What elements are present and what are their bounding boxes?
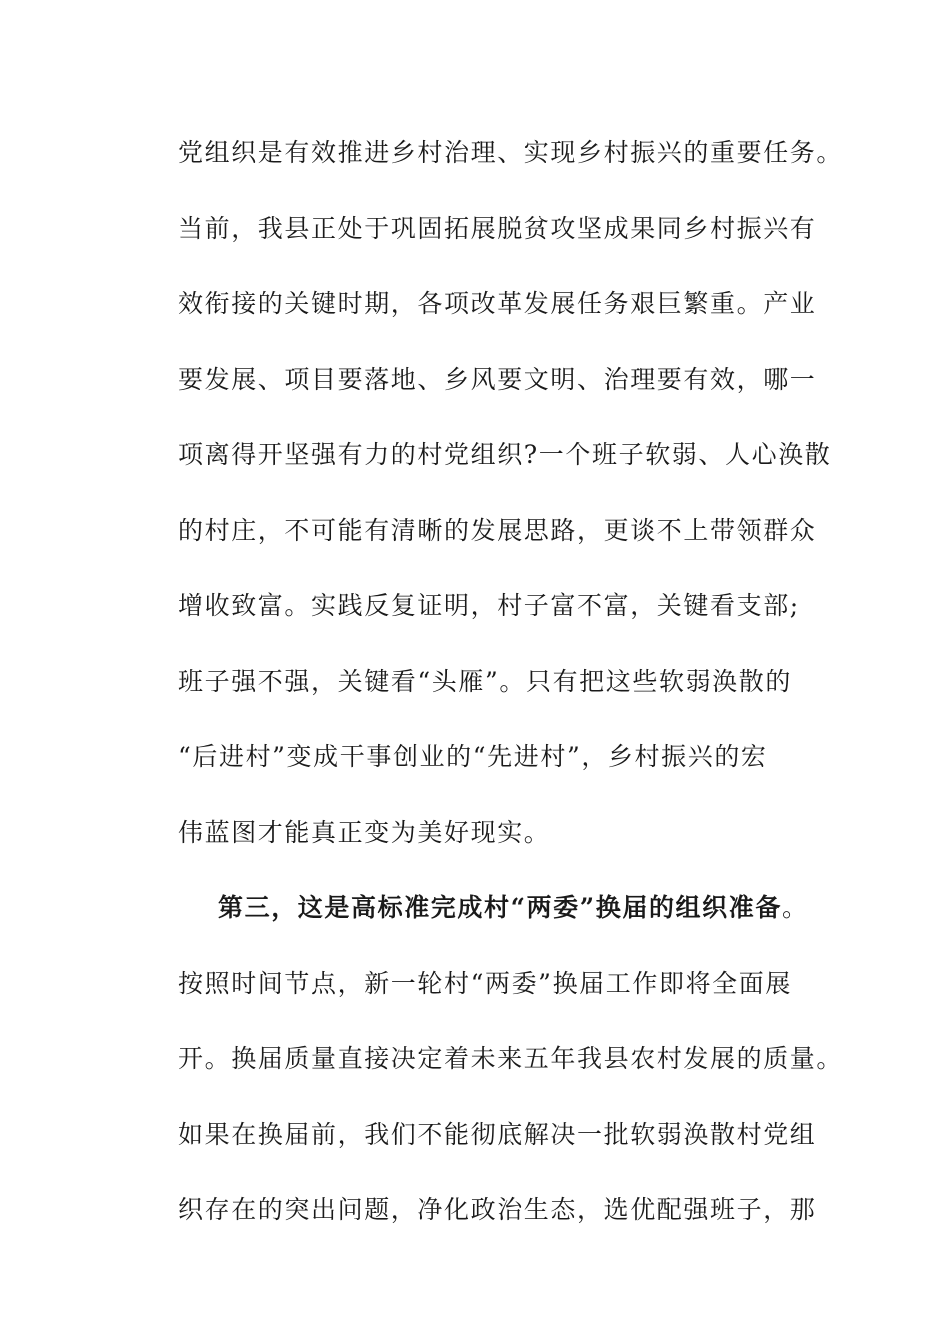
section-heading-line <box>178 881 838 957</box>
paragraph-1 <box>178 126 844 881</box>
document-body <box>178 126 844 1259</box>
text-line: 要发展、项目要落地、乡风要文明、治理要有效，哪一 <box>178 364 817 394</box>
heading-punctuation: 。 <box>781 893 809 922</box>
text-line: 按照时间节点，新一轮村“两委”换届工作即将全面展 <box>178 968 792 998</box>
text-line: 的村庄，不可能有清晰的发展思路，更谈不上带领群众 <box>178 515 817 545</box>
text-line: “后进村”变成干事创业的“先进村”，乡村振兴的宏 <box>178 742 768 771</box>
text-line: 织存在的突出问题，净化政治生态，选优配强班子，那 <box>178 1195 817 1224</box>
paragraph-2 <box>178 881 844 1259</box>
text-line: 开。换届质量直接决定着未来五年我县农村发展的质量。 <box>178 1044 844 1073</box>
text-line: 班子强不强，关键看“头雁”。只有把这些软弱涣散的 <box>178 666 792 696</box>
text-line: 如果在换届前，我们不能彻底解决一批软弱涣散村党组 <box>178 1119 817 1149</box>
text-line: 伟蓝图才能真正变为美好现实。 <box>178 817 551 847</box>
section-heading: 第三，这是高标准完成村“两委”换届的组织准备 <box>218 893 782 922</box>
text-line: 效衔接的关键时期，各项改革发展任务艰巨繁重。产业 <box>178 289 817 318</box>
text-line: 党组织是有效推进乡村治理、实现乡村振兴的重要任务。 <box>178 138 844 167</box>
text-line: 当前，我县正处于巩固拓展脱贫攻坚成果同乡村振兴有 <box>178 213 817 243</box>
text-line: 增收致富。实践反复证明，村子富不富，关键看支部; <box>178 591 800 620</box>
text-line: 项离得开坚强有力的村党组织?一个班子软弱、人心涣散 <box>178 440 832 469</box>
